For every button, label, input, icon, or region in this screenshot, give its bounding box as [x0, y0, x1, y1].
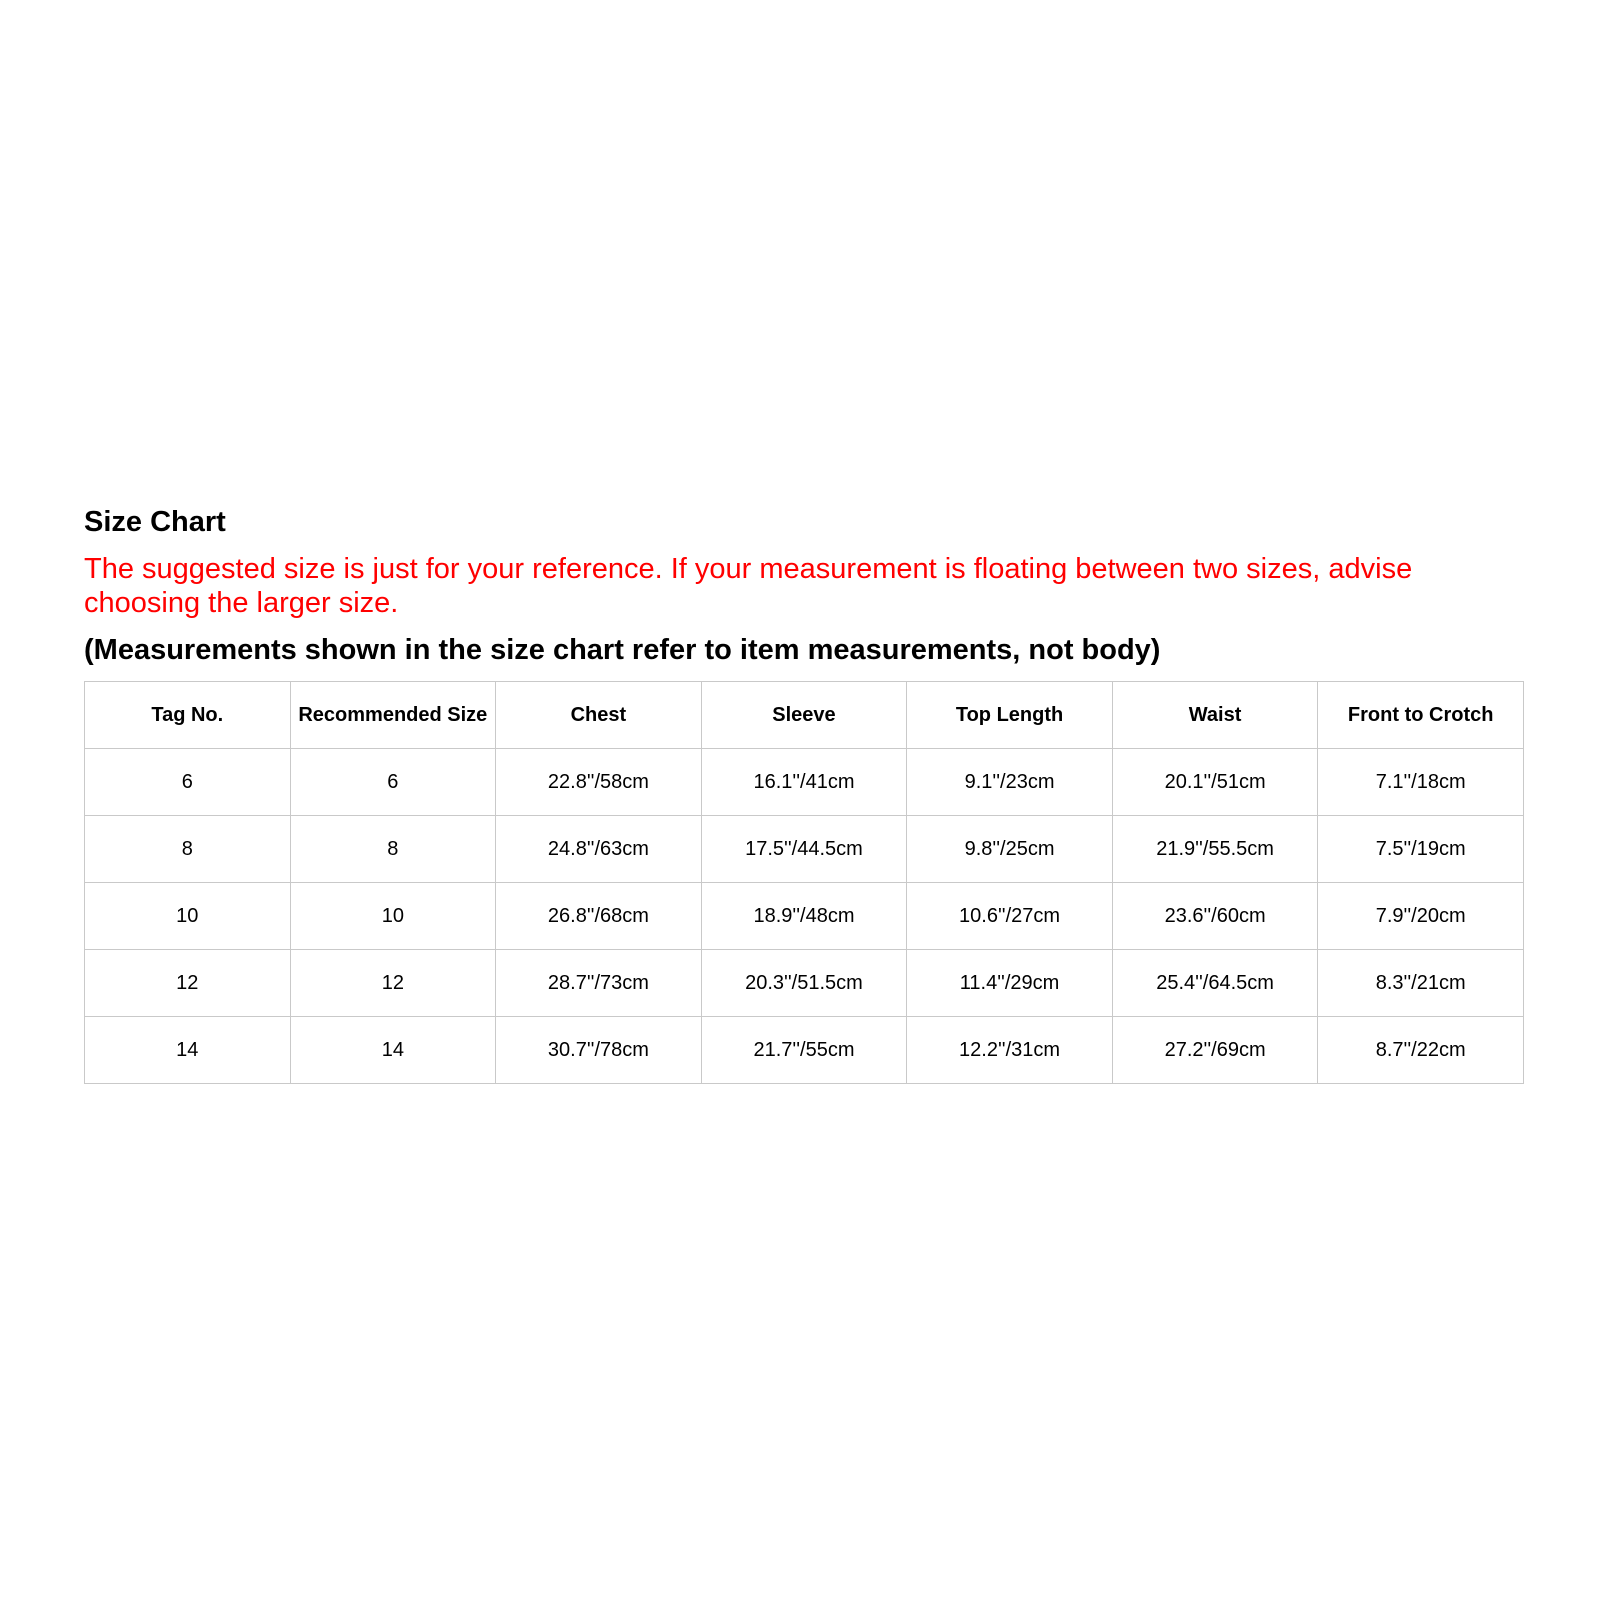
header-sleeve: Sleeve	[701, 682, 907, 749]
size-advice-note: The suggested size is just for your reference. If your measurement is floating between two sizes, advise choosing the larger size.	[84, 553, 1413, 619]
header-chest: Chest	[496, 682, 702, 749]
cell-chest: 30.7''/78cm	[496, 1017, 702, 1084]
table-row	[85, 749, 1524, 816]
header-recommended-size: Recommended Size	[290, 682, 496, 749]
cell-top-length: 9.1''/23cm	[907, 749, 1113, 816]
header-front-to-crotch: Front to Crotch	[1318, 682, 1524, 749]
cell-sleeve: 17.5''/44.5cm	[701, 816, 907, 883]
cell-recommended-size: 10	[290, 883, 496, 950]
cell-chest: 24.8''/63cm	[496, 816, 702, 883]
size-chart-section	[84, 505, 1524, 1084]
cell-tag-no: 8	[85, 816, 291, 883]
table-row	[85, 816, 1524, 883]
cell-recommended-size: 6	[290, 749, 496, 816]
header-tag-no: Tag No.	[85, 682, 291, 749]
cell-recommended-size: 12	[290, 950, 496, 1017]
cell-top-length: 12.2''/31cm	[907, 1017, 1113, 1084]
table-row	[85, 1017, 1524, 1084]
measurement-note: (Measurements shown in the size chart refer to item measurements, not body)	[84, 634, 1161, 666]
cell-front-to-crotch: 7.5''/19cm	[1318, 816, 1524, 883]
cell-sleeve: 16.1''/41cm	[701, 749, 907, 816]
cell-chest: 28.7''/73cm	[496, 950, 702, 1017]
cell-waist: 25.4''/64.5cm	[1112, 950, 1318, 1017]
cell-front-to-crotch: 7.9''/20cm	[1318, 883, 1524, 950]
cell-sleeve: 20.3''/51.5cm	[701, 950, 907, 1017]
cell-waist: 20.1''/51cm	[1112, 749, 1318, 816]
size-table	[84, 681, 1524, 1084]
page-title: Size Chart	[84, 506, 226, 538]
cell-top-length: 10.6''/27cm	[907, 883, 1113, 950]
cell-recommended-size: 8	[290, 816, 496, 883]
table-row	[85, 883, 1524, 950]
cell-waist: 23.6''/60cm	[1112, 883, 1318, 950]
header-waist: Waist	[1112, 682, 1318, 749]
cell-front-to-crotch: 8.7''/22cm	[1318, 1017, 1524, 1084]
cell-waist: 27.2''/69cm	[1112, 1017, 1318, 1084]
cell-top-length: 9.8''/25cm	[907, 816, 1113, 883]
cell-tag-no: 12	[85, 950, 291, 1017]
cell-tag-no: 14	[85, 1017, 291, 1084]
table-header-row	[85, 682, 1524, 749]
table-row	[85, 950, 1524, 1017]
cell-top-length: 11.4''/29cm	[907, 950, 1113, 1017]
cell-front-to-crotch: 8.3''/21cm	[1318, 950, 1524, 1017]
cell-chest: 22.8''/58cm	[496, 749, 702, 816]
cell-recommended-size: 14	[290, 1017, 496, 1084]
cell-tag-no: 6	[85, 749, 291, 816]
cell-waist: 21.9''/55.5cm	[1112, 816, 1318, 883]
cell-chest: 26.8''/68cm	[496, 883, 702, 950]
cell-front-to-crotch: 7.1''/18cm	[1318, 749, 1524, 816]
cell-sleeve: 18.9''/48cm	[701, 883, 907, 950]
header-top-length: Top Length	[907, 682, 1113, 749]
cell-tag-no: 10	[85, 883, 291, 950]
cell-sleeve: 21.7''/55cm	[701, 1017, 907, 1084]
